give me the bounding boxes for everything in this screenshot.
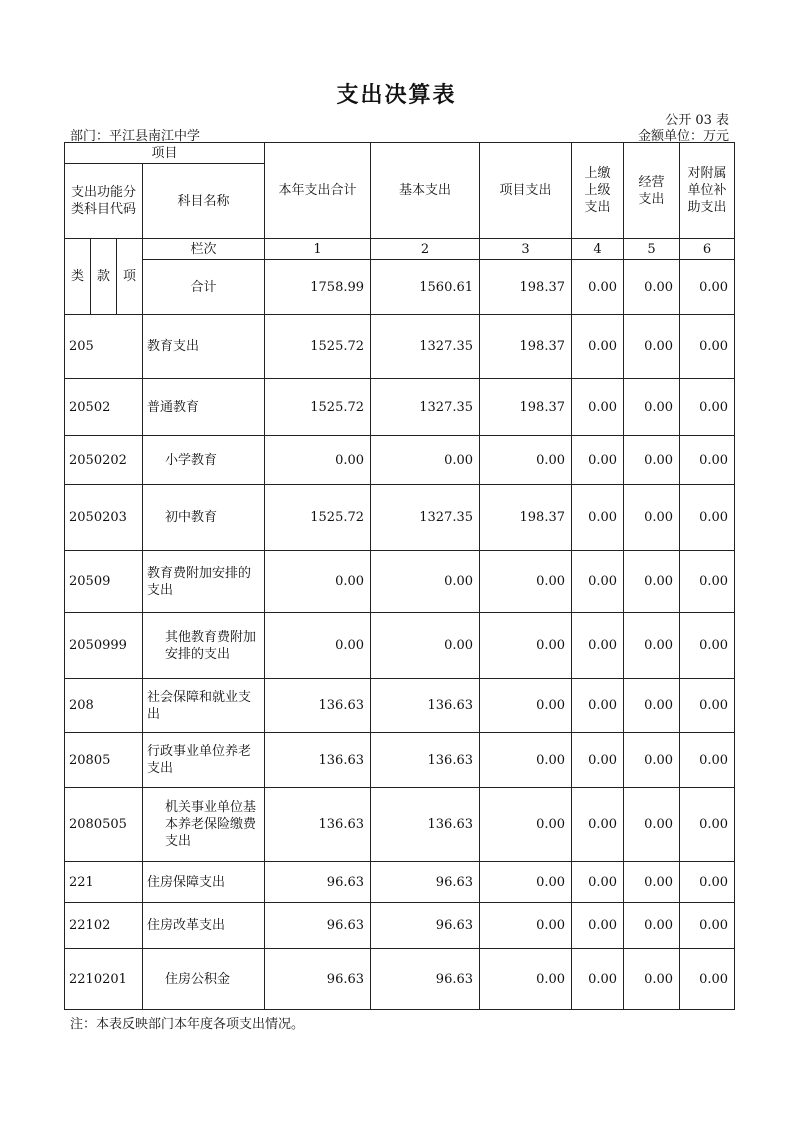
row-value: 1525.72 bbox=[265, 315, 371, 379]
row-value: 198.37 bbox=[480, 485, 572, 551]
row-value: 136.63 bbox=[371, 679, 480, 733]
row-value: 0.00 bbox=[624, 551, 680, 613]
row-value: 0.00 bbox=[265, 436, 371, 485]
row-value: 136.63 bbox=[265, 788, 371, 862]
row-code: 2080505 bbox=[65, 788, 143, 862]
row-value: 96.63 bbox=[265, 862, 371, 903]
row-value: 136.63 bbox=[265, 733, 371, 788]
row-value: 0.00 bbox=[680, 903, 735, 949]
row-value: 0.00 bbox=[680, 379, 735, 436]
header-col-upper: 上缴上级支出 bbox=[572, 143, 624, 239]
row-value: 0.00 bbox=[480, 862, 572, 903]
amount-unit-label: 金额单位：万元 bbox=[637, 129, 729, 144]
row-value: 0.00 bbox=[371, 436, 480, 485]
row-name: 行政事业单位养老支出 bbox=[143, 733, 265, 788]
row-value: 0.00 bbox=[572, 679, 624, 733]
page-title: 支出决算表 bbox=[336, 83, 457, 108]
column-number: 3 bbox=[480, 239, 572, 260]
total-value: 1758.99 bbox=[265, 260, 371, 315]
row-value: 136.63 bbox=[371, 788, 480, 862]
header-xiang: 项 bbox=[117, 239, 143, 315]
table-row bbox=[65, 949, 735, 1010]
row-code: 2050999 bbox=[65, 613, 143, 679]
row-value: 136.63 bbox=[371, 733, 480, 788]
row-value: 1525.72 bbox=[265, 485, 371, 551]
row-value: 96.63 bbox=[265, 949, 371, 1010]
header-item: 项目 bbox=[65, 143, 265, 164]
row-value: 0.00 bbox=[680, 315, 735, 379]
row-name: 小学教育 bbox=[143, 436, 265, 485]
row-value: 0.00 bbox=[480, 551, 572, 613]
row-value: 0.00 bbox=[572, 788, 624, 862]
row-name: 教育支出 bbox=[143, 315, 265, 379]
table-row bbox=[65, 862, 735, 903]
row-value: 0.00 bbox=[680, 551, 735, 613]
row-value: 0.00 bbox=[480, 903, 572, 949]
row-value: 0.00 bbox=[265, 551, 371, 613]
row-value: 1327.35 bbox=[371, 315, 480, 379]
row-name: 普通教育 bbox=[143, 379, 265, 436]
row-value: 0.00 bbox=[371, 613, 480, 679]
row-value: 0.00 bbox=[624, 315, 680, 379]
row-value: 0.00 bbox=[572, 862, 624, 903]
header-col-project: 项目支出 bbox=[480, 143, 572, 239]
row-value: 0.00 bbox=[572, 315, 624, 379]
header-row-label: 栏次 bbox=[143, 239, 265, 260]
row-value: 0.00 bbox=[624, 485, 680, 551]
row-value: 1525.72 bbox=[265, 379, 371, 436]
table-row bbox=[65, 733, 735, 788]
header-code: 支出功能分类科目代码 bbox=[65, 164, 143, 239]
row-value: 96.63 bbox=[371, 949, 480, 1010]
row-value: 0.00 bbox=[480, 613, 572, 679]
row-value: 136.63 bbox=[265, 679, 371, 733]
row-value: 96.63 bbox=[265, 903, 371, 949]
row-name: 住房保障支出 bbox=[143, 862, 265, 903]
row-value: 0.00 bbox=[572, 733, 624, 788]
row-value: 198.37 bbox=[480, 379, 572, 436]
table-row bbox=[65, 379, 735, 436]
row-name: 机关事业单位基本养老保险缴费支出 bbox=[143, 788, 265, 862]
row-code: 205 bbox=[65, 315, 143, 379]
row-code: 22102 bbox=[65, 903, 143, 949]
total-value: 198.37 bbox=[480, 260, 572, 315]
total-value: 0.00 bbox=[624, 260, 680, 315]
row-value: 0.00 bbox=[624, 379, 680, 436]
row-value: 0.00 bbox=[680, 788, 735, 862]
row-value: 1327.35 bbox=[371, 379, 480, 436]
row-code: 2050202 bbox=[65, 436, 143, 485]
table-row bbox=[65, 436, 735, 485]
row-name: 其他教育费附加安排的支出 bbox=[143, 613, 265, 679]
row-value: 0.00 bbox=[480, 436, 572, 485]
expenditure-table bbox=[64, 142, 735, 1010]
row-value: 1327.35 bbox=[371, 485, 480, 551]
table-row bbox=[65, 613, 735, 679]
column-number: 6 bbox=[680, 239, 735, 260]
row-value: 0.00 bbox=[572, 613, 624, 679]
row-value: 0.00 bbox=[680, 949, 735, 1010]
row-value: 0.00 bbox=[680, 613, 735, 679]
table-row bbox=[65, 903, 735, 949]
row-value: 0.00 bbox=[680, 436, 735, 485]
row-value: 0.00 bbox=[624, 949, 680, 1010]
row-name: 住房公积金 bbox=[143, 949, 265, 1010]
row-value: 96.63 bbox=[371, 903, 480, 949]
row-value: 0.00 bbox=[572, 379, 624, 436]
total-value: 1560.61 bbox=[371, 260, 480, 315]
row-name: 社会保障和就业支出 bbox=[143, 679, 265, 733]
department-label: 部门：平江县南江中学 bbox=[70, 129, 201, 144]
row-value: 0.00 bbox=[624, 788, 680, 862]
row-name: 住房改革支出 bbox=[143, 903, 265, 949]
header-name: 科目名称 bbox=[143, 164, 265, 239]
total-value: 0.00 bbox=[680, 260, 735, 315]
row-code: 2050203 bbox=[65, 485, 143, 551]
row-value: 0.00 bbox=[265, 613, 371, 679]
row-code: 20805 bbox=[65, 733, 143, 788]
header-kuan: 款 bbox=[91, 239, 117, 315]
row-value: 96.63 bbox=[371, 862, 480, 903]
row-value: 0.00 bbox=[480, 788, 572, 862]
header-lei: 类 bbox=[65, 239, 91, 315]
row-value: 0.00 bbox=[572, 485, 624, 551]
table-row bbox=[65, 679, 735, 733]
row-value: 0.00 bbox=[480, 679, 572, 733]
header-col-total: 本年支出合计 bbox=[265, 143, 371, 239]
form-number: 公开 03 表 bbox=[665, 113, 729, 128]
row-value: 0.00 bbox=[480, 733, 572, 788]
row-value: 0.00 bbox=[680, 679, 735, 733]
row-value: 0.00 bbox=[680, 485, 735, 551]
row-code: 20509 bbox=[65, 551, 143, 613]
row-value: 0.00 bbox=[572, 436, 624, 485]
total-value: 0.00 bbox=[572, 260, 624, 315]
row-value: 0.00 bbox=[572, 949, 624, 1010]
table-row bbox=[65, 485, 735, 551]
footnote: 注：本表反映部门本年度各项支出情况。 bbox=[70, 1017, 305, 1032]
header-col-business: 经营支出 bbox=[624, 143, 680, 239]
column-number: 1 bbox=[265, 239, 371, 260]
total-label: 合计 bbox=[143, 260, 265, 315]
row-value: 0.00 bbox=[624, 862, 680, 903]
row-value: 0.00 bbox=[572, 551, 624, 613]
table-row bbox=[65, 788, 735, 862]
header-col-basic: 基本支出 bbox=[371, 143, 480, 239]
row-value: 0.00 bbox=[624, 679, 680, 733]
header-col-subsidy: 对附属单位补助支出 bbox=[680, 143, 735, 239]
row-value: 0.00 bbox=[480, 949, 572, 1010]
table-row bbox=[65, 315, 735, 379]
row-value: 198.37 bbox=[480, 315, 572, 379]
row-value: 0.00 bbox=[624, 613, 680, 679]
row-value: 0.00 bbox=[624, 436, 680, 485]
column-number: 5 bbox=[624, 239, 680, 260]
row-value: 0.00 bbox=[680, 733, 735, 788]
row-name: 教育费附加安排的支出 bbox=[143, 551, 265, 613]
row-value: 0.00 bbox=[624, 903, 680, 949]
row-code: 20502 bbox=[65, 379, 143, 436]
row-code: 2210201 bbox=[65, 949, 143, 1010]
row-value: 0.00 bbox=[371, 551, 480, 613]
row-value: 0.00 bbox=[624, 733, 680, 788]
total-row bbox=[65, 260, 735, 315]
row-value: 0.00 bbox=[680, 862, 735, 903]
column-number: 2 bbox=[371, 239, 480, 260]
row-value: 0.00 bbox=[572, 903, 624, 949]
table-row bbox=[65, 551, 735, 613]
row-code: 208 bbox=[65, 679, 143, 733]
row-code: 221 bbox=[65, 862, 143, 903]
row-name: 初中教育 bbox=[143, 485, 265, 551]
column-number: 4 bbox=[572, 239, 624, 260]
